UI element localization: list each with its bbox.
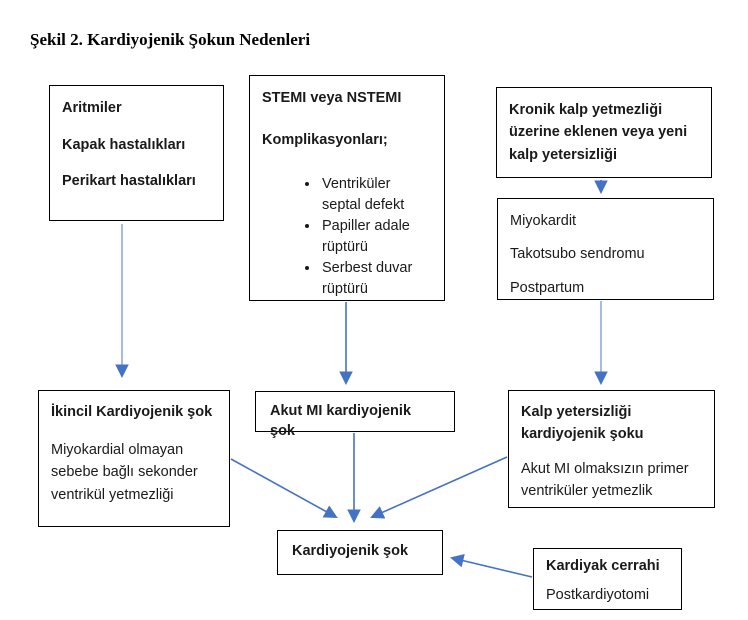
figure-title: Şekil 2. Kardiyojenik Şokun Nedenleri — [30, 30, 311, 49]
arrow-hfshock-to-cardiogenic — [372, 457, 507, 517]
arrhythmia-line-3: Perikart hastalıkları — [62, 173, 196, 190]
secondary-shock-heading: İkincil Kardiyojenik şok — [51, 404, 213, 420]
acute-mi-text: Akut MI kardiyojenik şok — [270, 403, 412, 439]
box-heart-failure-cardiogenic-shock — [508, 390, 715, 508]
box-secondary-cardiogenic-shock — [38, 390, 230, 527]
arrhythmia-line-2: Kapak hastalıkları — [62, 136, 186, 153]
box-chronic-heart-failure — [496, 87, 712, 178]
stemi-bullet-1: • Ventriküler septal defekt — [320, 174, 432, 216]
chronic-hf-text: Kronik kalp yetmezliği üzerine eklenen veya yeni kalp yetersizliği — [509, 102, 688, 163]
hf-shock-heading: Kalp yetersizliği kardiyojenik şoku — [521, 404, 644, 442]
box-stemi-complications — [249, 75, 445, 301]
cardiogenic-shock-text: Kardiyojenik şok — [292, 543, 409, 559]
box-arrhythmia-valve-pericardial — [49, 85, 224, 221]
arrow-secondary-to-cardiogenic — [231, 459, 336, 517]
stemi-complication-list — [262, 174, 432, 300]
stemi-bullet-3: • Serbest duvar rüptürü — [320, 258, 432, 300]
box-cardiogenic-shock — [277, 530, 443, 575]
cardiac-surgery-heading: Kardiyak cerrahi — [546, 558, 660, 574]
cardiac-surgery-text: Postkardiyotomi — [546, 586, 650, 603]
stemi-heading: STEMI veya NSTEMI — [262, 90, 402, 106]
arrow-surgery-to-cardiogenic — [452, 558, 532, 577]
myocarditis-line-3: Postpartum — [510, 279, 585, 296]
myocarditis-line-1: Miyokardit — [510, 213, 577, 229]
box-myocarditis-takotsubo-postpartum — [497, 198, 714, 300]
myocarditis-line-2: Takotsubo sendromu — [510, 246, 645, 263]
stemi-subheading: Komplikasyonları; — [262, 131, 388, 148]
hf-shock-text: Akut MI olmaksızın primer ventriküler yetmezlik — [521, 460, 689, 499]
secondary-shock-text: Miyokardial olmayan sebebe bağlı sekonder ventrikül yetmezliği — [51, 441, 198, 503]
arrhythmia-line-1: Aritmiler — [62, 100, 122, 116]
stemi-bullet-2: • Papiller adale rüptürü — [320, 216, 432, 258]
box-cardiac-surgery — [533, 548, 682, 610]
box-acute-mi-cardiogenic-shock — [255, 391, 455, 439]
